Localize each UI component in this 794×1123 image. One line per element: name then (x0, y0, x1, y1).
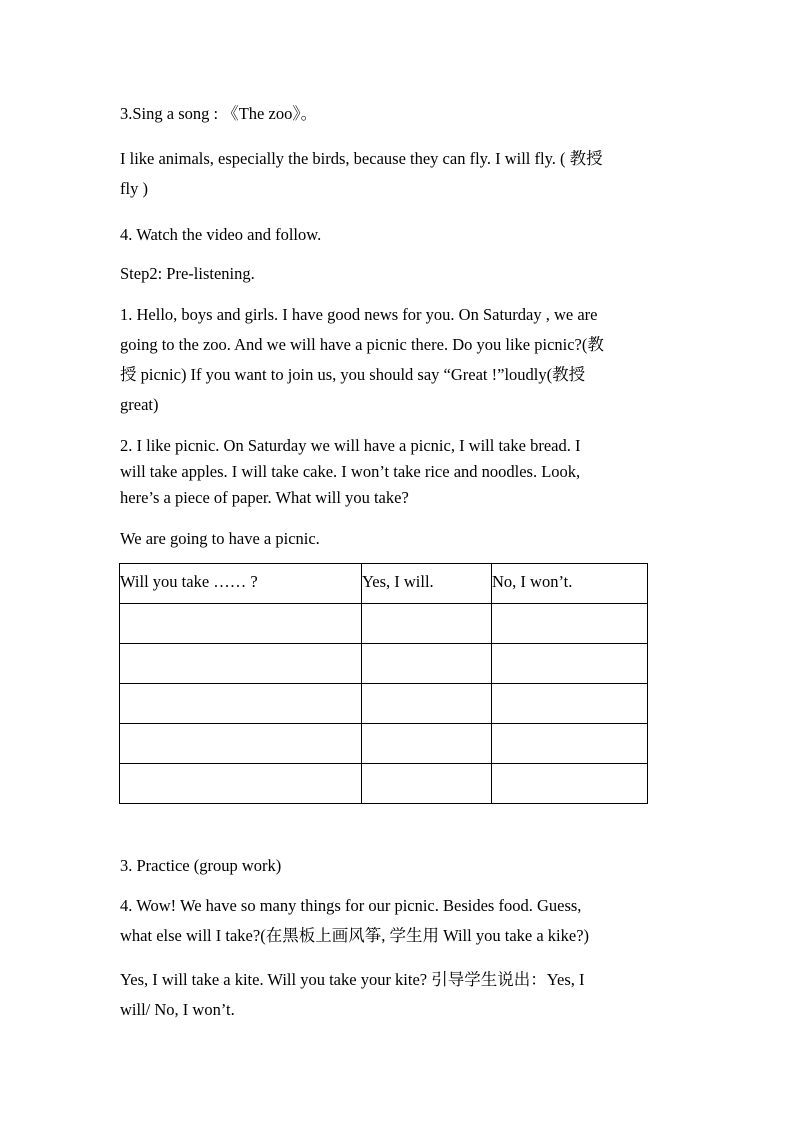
table-cell[interactable] (492, 764, 648, 804)
table-cell[interactable] (362, 684, 492, 724)
table-cell[interactable] (362, 604, 492, 644)
paragraph-line: great) (120, 395, 159, 414)
column-header-will-you-take: Will you take …… ? (120, 564, 362, 604)
column-header-no: No, I won’t. (492, 564, 648, 604)
table-cell[interactable] (120, 724, 362, 764)
paragraph-line: what else will I take?(在黑板上画风筝, 学生用 Will you take a kike?) (120, 926, 590, 945)
paragraph-line: will/ No, I won’t. (120, 1000, 235, 1019)
table-cell[interactable] (492, 684, 648, 724)
paragraph-line: will take apples. I will take cake. I won’t take rice and noodles. Look, (120, 462, 581, 481)
table-cell[interactable] (362, 724, 492, 764)
column-header-yes: Yes, I will. (362, 564, 492, 604)
table-cell[interactable] (492, 604, 648, 644)
like-picnic-paragraph (120, 436, 680, 514)
paragraph-line: 2. I like picnic. On Saturday we will have a picnic, I will take bread. I (120, 436, 581, 455)
paragraph-line: fly ) (120, 179, 148, 198)
picnic-table (119, 563, 648, 804)
table-cell[interactable] (492, 724, 648, 764)
paragraph-line: I like animals, especially the birds, because they can fly. I will fly. ( 教授 (120, 149, 603, 168)
wow-paragraph (120, 896, 680, 956)
paragraph-line: going to the zoo. And we will have a picnic there. Do you like picnic?(教 (120, 335, 604, 354)
table-header-row (120, 564, 648, 604)
table-cell[interactable] (362, 644, 492, 684)
hello-paragraph (120, 305, 680, 425)
table-cell[interactable] (120, 764, 362, 804)
sing-song-line: 3.Sing a song : 《The zoo》。 (120, 104, 318, 123)
table-cell[interactable] (362, 764, 492, 804)
table-row (120, 604, 648, 644)
kite-paragraph (120, 970, 680, 1030)
step2-heading: Step2: Pre-listening. (120, 264, 255, 283)
paragraph-line: 授 picnic) If you want to join us, you should say “Great !”loudly(教授 (120, 365, 586, 384)
paragraph-line: 4. Wow! We have so many things for our picnic. Besides food. Guess, (120, 896, 582, 915)
table-row (120, 724, 648, 764)
going-picnic-line: We are going to have a picnic. (120, 529, 320, 548)
animals-paragraph (120, 149, 680, 209)
table-cell[interactable] (120, 684, 362, 724)
paragraph-line: here’s a piece of paper. What will you take? (120, 488, 409, 507)
table-row (120, 644, 648, 684)
paragraph-line: 1. Hello, boys and girls. I have good news for you. On Saturday , we are (120, 305, 598, 324)
table-cell[interactable] (120, 644, 362, 684)
table-row (120, 764, 648, 804)
table-row (120, 684, 648, 724)
table-cell[interactable] (492, 644, 648, 684)
table-cell[interactable] (120, 604, 362, 644)
practice-line: 3. Practice (group work) (120, 856, 282, 875)
paragraph-line: Yes, I will take a kite. Will you take your kite? 引导学生说出：Yes, I (120, 970, 585, 989)
watch-video-line: 4. Watch the video and follow. (120, 225, 322, 244)
